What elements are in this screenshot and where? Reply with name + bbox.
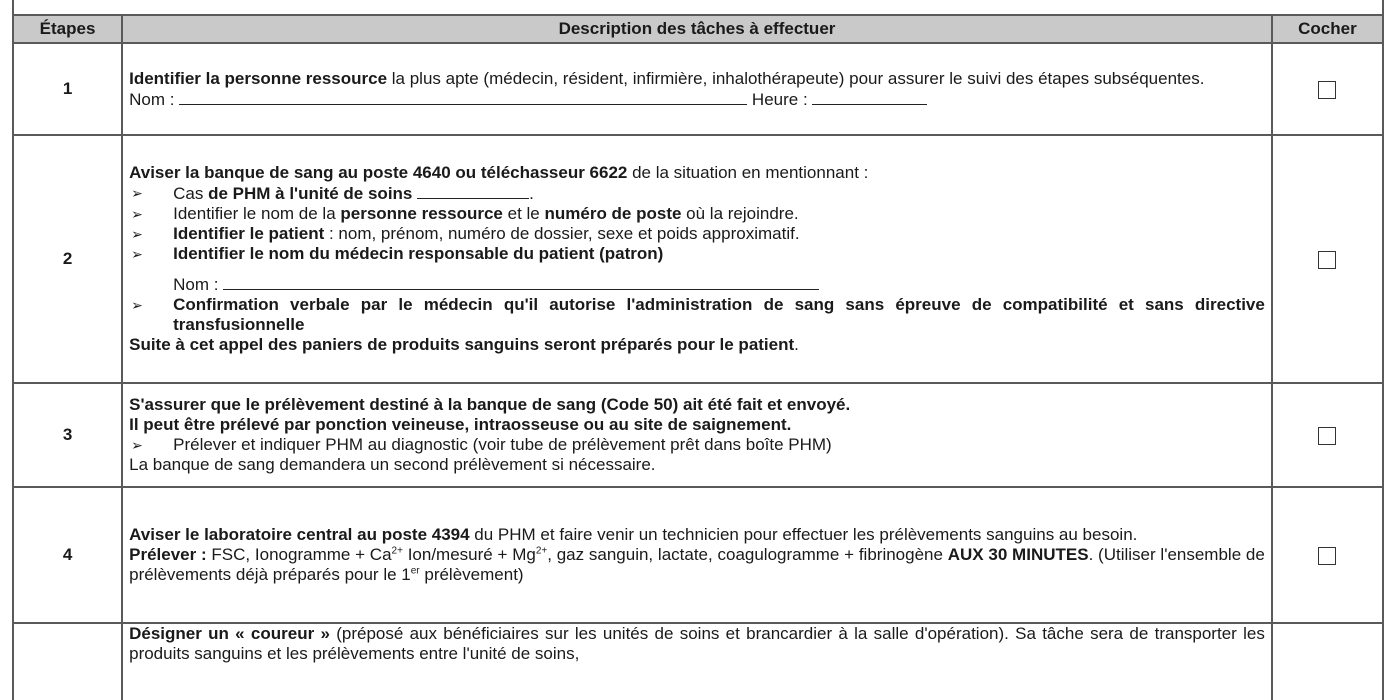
unit-blank[interactable]: [417, 183, 529, 199]
list-item: [129, 183, 1265, 204]
table-row-step-5: [13, 623, 1383, 700]
list-item: [129, 435, 1265, 455]
plain-phrase: où la rejoindre.: [681, 204, 799, 223]
plain-phrase: .: [794, 335, 799, 354]
list-item: [129, 224, 1265, 244]
bold-phrase: Identifier le nom du médecin responsable du patient (patron): [173, 244, 664, 263]
superscript: 2+: [391, 545, 403, 557]
check-cell: [1272, 623, 1383, 700]
plain-phrase: la plus apte (médecin, résident, infirmière, inhalothérapeute) pour assurer le suivi des étapes subséquentes.: [387, 68, 1205, 88]
checkbox[interactable]: [1318, 81, 1336, 99]
arrow-bullet-icon: ➢: [131, 206, 143, 222]
plain-phrase: La banque de sang demandera un second prélèvement si nécessaire.: [129, 455, 656, 474]
plain-phrase: prélèvement): [419, 565, 524, 584]
header-description: Description des tâches à effectuer: [122, 15, 1272, 43]
plain-phrase: et le: [502, 204, 545, 223]
arrow-bullet-icon: ➢: [131, 437, 143, 453]
bold-phrase: Prélever :: [129, 545, 207, 564]
description-outro: [129, 335, 1265, 355]
plain-phrase: . (Utiliser l'ensemble de prélèvements déjà préparés pour le 1: [129, 545, 1265, 584]
bold-phrase: Aviser le laboratoire central au poste 4394: [129, 525, 470, 544]
plain-phrase: Prélever et indiquer PHM au diagnostic (voir tube de prélèvement prêt dans boîte PHM): [173, 435, 832, 454]
bold-phrase: numéro de poste: [544, 204, 682, 223]
step-description: [122, 623, 1272, 700]
plain-phrase: Ion/mesuré + Mg: [402, 545, 536, 564]
arrow-bullet-icon: ➢: [131, 226, 143, 242]
table-row-step-4: [13, 487, 1383, 623]
bold-phrase: Confirmation verbale par le médecin qu'il autorise l'administration de sang sans épreuve de compatibilité et sans directive transfusionnelle: [173, 295, 1265, 334]
checkbox[interactable]: [1318, 427, 1336, 445]
plain-phrase: FSC, Ionogramme + Ca: [206, 545, 392, 564]
plain-phrase: de la situation en mentionnant :: [627, 163, 869, 182]
plain-phrase: du PHM et faire venir un technicien pour effectuer les prélèvements sanguins au besoin.: [469, 525, 1138, 544]
arrow-bullet-icon: ➢: [131, 246, 143, 262]
step-number: 1: [13, 43, 122, 135]
name-label: Nom :: [173, 275, 219, 294]
bold-phrase: Identifier la personne ressource: [129, 68, 388, 88]
description-text: [129, 525, 1265, 545]
step-number: 2: [13, 135, 122, 383]
check-cell: [1272, 43, 1383, 135]
checkbox[interactable]: [1318, 251, 1336, 269]
bullet-list: [129, 183, 1265, 335]
plain-phrase: .: [529, 184, 534, 203]
header-steps: Étapes: [13, 15, 122, 43]
table-row-step-1: [13, 43, 1383, 135]
bold-phrase: Désigner un « coureur »: [129, 624, 330, 643]
bold-phrase: S'assurer que le prélèvement destiné à la banque de sang (Code 50) ait été fait et envoyé.: [129, 395, 851, 414]
procedure-table: [12, 14, 1384, 700]
plain-phrase: : nom, prénom, numéro de dossier, sexe et poids approximatif.: [324, 224, 800, 243]
bold-phrase: Suite à cet appel des paniers de produits sanguins seront préparés pour le patient: [129, 335, 795, 354]
checkbox[interactable]: [1318, 547, 1336, 565]
list-item: [129, 295, 1265, 335]
doctor-name-blank[interactable]: [223, 274, 819, 290]
step-number: [13, 623, 122, 700]
plain-phrase: (préposé aux bénéficiaires sur les unités de soins et brancardier à la salle d'opération). Sa tâche sera de transporter les produits sanguins et les prélèvements entre l'unité de soins,: [129, 624, 1265, 663]
bold-phrase: AUX 30 MINUTES: [947, 545, 1089, 564]
step-number: 4: [13, 487, 122, 623]
check-cell: [1272, 383, 1383, 487]
table-row-step-3: [13, 383, 1383, 487]
description-text: [129, 545, 1265, 585]
bold-phrase: Identifier le patient: [173, 224, 325, 243]
arrow-bullet-icon: ➢: [131, 185, 143, 201]
bold-phrase: Aviser la banque de sang au poste 4640 ou téléchasseur 6622: [129, 163, 628, 182]
bold-phrase: de PHM à l'unité de soins: [208, 184, 413, 203]
step-description: [122, 487, 1272, 623]
superscript: er: [410, 565, 420, 577]
description-intro: [129, 163, 1265, 183]
list-item: [129, 204, 1265, 224]
name-time-fields: [129, 89, 1265, 110]
table-header-row: [13, 15, 1383, 43]
table-row-step-2: [13, 135, 1383, 383]
name-label: Nom :: [129, 89, 175, 109]
name-blank[interactable]: [179, 89, 747, 105]
step-description: [122, 135, 1272, 383]
description-text: [129, 69, 1265, 89]
step-number: 3: [13, 383, 122, 487]
time-label: Heure :: [751, 89, 808, 109]
doctor-name-field: [173, 274, 1265, 295]
plain-phrase: , gaz sanguin, lactate, coagulogramme + fibrinogène: [547, 545, 948, 564]
time-blank[interactable]: [812, 89, 927, 105]
arrow-bullet-icon: ➢: [131, 297, 143, 313]
check-cell: [1272, 135, 1383, 383]
bullet-list: [129, 435, 1265, 455]
list-item: [129, 244, 1265, 295]
superscript: 2+: [535, 545, 548, 557]
header-check: Cocher: [1272, 15, 1383, 43]
step-description: [122, 43, 1272, 135]
top-border-fragment: [12, 0, 1384, 14]
description-text: [129, 624, 1265, 664]
bold-phrase: personne ressource: [340, 204, 503, 223]
plain-phrase: Identifier le nom de la: [173, 204, 341, 223]
bold-phrase: Il peut être prélevé par ponction veineuse, intraosseuse ou au site de saignement.: [129, 415, 792, 434]
step-description: [122, 383, 1272, 487]
check-cell: [1272, 487, 1383, 623]
plain-phrase: Cas: [173, 184, 209, 203]
